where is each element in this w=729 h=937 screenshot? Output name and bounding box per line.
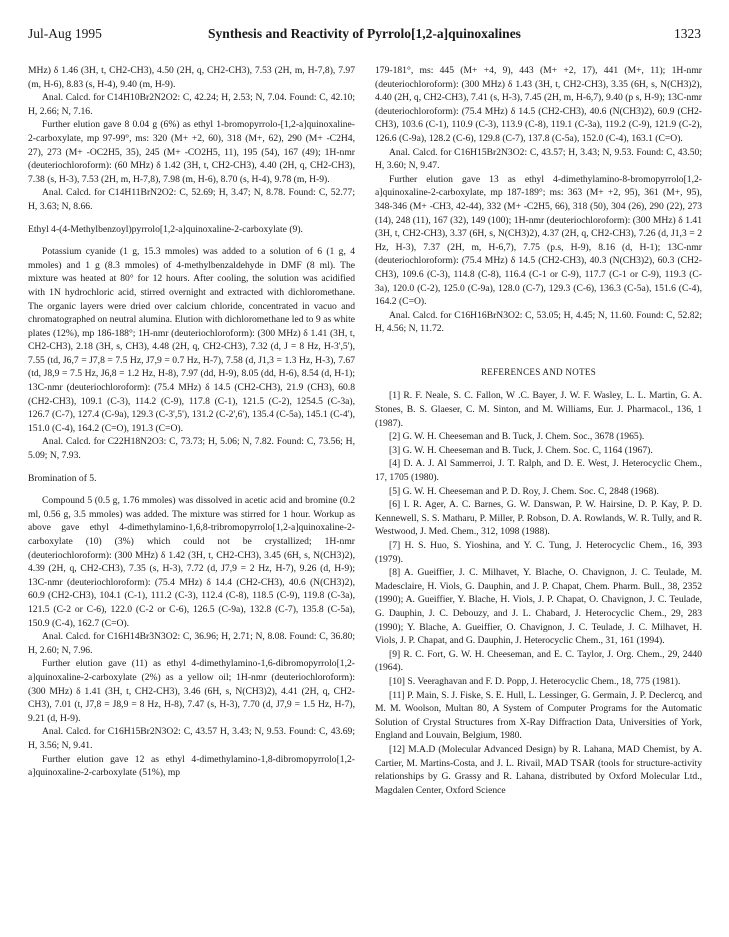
paragraph: MHz) δ 1.46 (3H, t, CH2-CH3), 4.50 (2H, q, CH2-CH3), 7.53 (2H, m, H-7,8), 7.97 (m, H-6), 8.83 (s, H-4), 9.40 (m, H-9). bbox=[28, 65, 355, 90]
reference-item: [6] I. R. Ager, A. C. Barnes, G. W. Danswan, P. W. Hairsine, D. P. Kay, P. D. Kennewell, S. S. Matharu, P. Miller, P. Robson, D. A. Rowlands, W. R. Tully, and R. Westwood, J. Med. Chem., 312, 1098 (1988). bbox=[375, 499, 702, 538]
running-title: Synthesis and Reactivity of Pyrrolo[1,2-a]quinoxalines bbox=[208, 26, 521, 41]
paragraph: Compound 5 (0.5 g, 1.76 mmoles) was dissolved in acetic acid and bromine (0.2 ml, 0.56 g, 3.5 mmoles) was added. The mixture was stirred for 1 hour. Workup as above gave ethyl 4-dimethylamino-1,6,8-tribromopyrrolo[1,2-a]quinoxaline-2-carboxylate (10) (3%) which could not be crystallized; 1H-nmr (deuteriochloroform): (300 MHz) δ 1.42 (3H, t, CH2-CH3), 3.45 (6H, s, N(CH3)2), 4.39 (2H, q, CH2-CH3), 7.35 (s, H-3), 7.72 (d, J7,9 = 2 Hz, H-7), 9.26 (d, H-9); 13C-nmr (deuteriochloroform): (75.4 MHz) δ 14.4 (CH2-CH3), 40.6 (N(CH3)2), 60.9 (CH2-CH3), 104.1 (C-1), 111.2 (C-3), 112.4 (C-8), 118.5 (C-9), 119.8 (C-3a), 121.5 (C-2 or C-6), 122.0 (C-2 or C-6), 126.5 (C-9a), 132.8 (C-7), 135.8 (C-5a), 150.9 (C-4), 162.7 (C=O). bbox=[28, 495, 355, 629]
experimental-continued bbox=[375, 64, 702, 336]
page-number: 1323 bbox=[674, 26, 701, 41]
paragraph: Potassium cyanide (1 g, 15.3 mmoles) was added to a solution of 6 (1 g, 4 mmoles) and 1 g (8.3 mmoles) of 4-methylbenzaldehyde in DMF (8 ml). The mixture was heated at 80° for 12 hours. After cooling, the solution was acidified with 1N hydrochloric acid, stirred overnight and extracted with dichloromethane. The organic layers were dried over calcium chloride, concentrated in vacuo and chromatographed on neutral alumina. Elution with dichloromethane led to 9 as white plates (12%), mp 186-188°; 1H-nmr (deuteriochloroform): (300 MHz) δ 1.41 (3H, t, CH2-CH3), 2.18 (3H, s, CH3), 4.48 (2H, q, CH2-CH3), 7.32 (d, J = 8 Hz, H-3',5'), 7.55 (td, J6,7 = J7,8 = 7.5 Hz, J7,9 = 0.7 Hz, H-7), 7.58 (d, J1,3 = 1.3 Hz, H-3), 7.67 (td, J8,9 = 7.5 Hz, J6,8 = 1.2 Hz, H-8), 7.97 (dd, H-9), 8.05 (dd, H-6), 8.54 (d, H-1); 13C-nmr (deuteriochloroform): (75.4 MHz) δ 14.5 (CH2-CH3), 21.9 (CH3), 60.8 (CH2-CH3), 109.1 (C-3), 114.2 (C-9), 117.8 (C-1), 121.5 (C-2), 1254.5 (C-3a), 126.7 (C-7), 127.4 (C-9a), 129.3 (C-3',5'), 131.2 (C-2',6'), 135.4 (C-5a), 145.1 (C-4'), 151.0 (C-4), 164.2 (C=O), 191.3 (C=O). bbox=[28, 246, 355, 434]
paragraph: Anal. Calcd. for C16H14Br3N3O2: C, 36.96; H, 2.71; N, 8.08. Found: C, 36.80; H, 2.60; N, 7.96. bbox=[28, 631, 355, 656]
reference-item: [3] G. W. H. Cheeseman and B. Tuck, J. Chem. Soc. C, 1164 (1967). bbox=[389, 444, 653, 456]
reference-item: [11] P. Main, S. J. Fiske, S. E. Hull, L. Lessinger, G. Germain, J. P. Declercq, and M. M. Woolson, Multan 80, A System of Computer Programs for the Automatic Solution of Crystal Structures from X-Ray Diffraction Data, Universities of York, England and Louvain, Belgium, 1980. bbox=[375, 689, 702, 742]
paragraph: 179-181°, ms: 445 (M+ +4, 9), 443 (M+ +2, 17), 441 (M+, 11); 1H-nmr (deuteriochloroform): (300 MHz) δ 1.43 (3H, t, CH2-CH3), 3.35 (6H, s, N(CH3)2), 4.40 (2H, q, CH2-CH3), 7.41 (s, H-3), 7.45 (2H, m, H-6,7), 9.40 (p s, H-9); 13C-nmr (deuteriochloroform): (75.4 MHz) δ 14.5 (CH2-CH3), 40.6 (N(CH3)2), 60.9 (CH2-CH3), 103.6 (C-1), 110.9 (C-3), 113.9 (C-8), 119.1 (C-3a), 119.2 (C-9), 121.9 (C-2), 126.6 (C-9a), 128.2 (C-6), 129.8 (C-7), 137.8 (C-5a), 152.0 (C-4), 163.1 (C=O). bbox=[375, 65, 702, 144]
references-heading: REFERENCES AND NOTES bbox=[480, 366, 596, 377]
paragraph: Anal. Calcd. for C14H11BrN2O2: C, 52.69; H, 3.47; N, 8.78. Found: C, 52.77; H, 3.63; N, 8.66. bbox=[28, 187, 355, 212]
paragraph: Further elution gave (11) as ethyl 4-dimethylamino-1,6-dibromopyrrolo[1,2-a]quinoxaline-2-carboxylate (2%) as a yellow oil; 1H-nmr (deuteriochloroform): (300 MHz) δ 1.41 (3H, t, CH2-CH3), 3.46 (6H, s, N(CH3)2), 4.41 (2H, q, CH2-CH3), 7.01 (t, J7,8 = J8,9 = 8 Hz, H-8), 7.47 (s, H-3), 7.70 (d, J7,9 = 1.5 Hz, H-7), 9.21 (d, H-9). bbox=[28, 658, 355, 724]
paragraph: Further elution gave 12 as ethyl 4-dimethylamino-1,8-dibromopyrrolo[1,2-a]quinoxaline-2-carboxylate (51%), mp bbox=[28, 753, 355, 779]
reference-list bbox=[375, 389, 702, 797]
right-column bbox=[375, 64, 702, 797]
section-heading: Ethyl 4-(4-Methylbenzoyl)pyrrolo[1,2-a]quinoxaline-2-carboxylate (9). bbox=[28, 223, 303, 235]
paragraph: Anal. Calcd. for C14H10Br2N2O2: C, 42.24; H, 2.53; N, 7.04. Found: C, 42.10; H, 2.66; N, 7.16. bbox=[28, 92, 355, 117]
reference-item: [5] G. W. H. Cheeseman and P. D. Roy, J. Chem. Soc. C, 2848 (1968). bbox=[389, 485, 659, 497]
journal-issue: Jul-Aug 1995 bbox=[28, 26, 102, 41]
paragraph: Anal. Calcd. for C16H16BrN3O2: C, 53.05; H, 4.45; N, 11.60. Found: C, 52.82; H, 4.56; N, 11.72. bbox=[375, 309, 702, 335]
paragraph: Further elution gave 8 0.04 g (6%) as ethyl 1-bromopyrrolo-[1,2-a]quinoxaline-2-carboxylate, mp 97-99°, ms: 320 (M+ +2, 60), 318 (M+, 62), 290 (M+ -C2H4, 27), 273 (M+ -OC2H5, 35), 245 (M+ -CO2H5, 11), 195 (54), 167 (49); 1H-nmr (deuteriochloroform): (60 MHz) δ 1.42 (3H, t, CH2-CH3), 4.40 (2H, q, CH2-CH3), 7.38 (s, H-3), 7.53 (2H, m, H-7,8), 7.98 (m, H-6), 8.70 (s, H-4), 9.78 (m, H-9). bbox=[28, 119, 355, 185]
running-header bbox=[28, 26, 701, 46]
paragraph: Anal. Calcd. for C16H15Br2N3O2: C, 43.57 H, 3.43; N, 9.53. Found: C, 43.69; H, 3.56; N, 9.41. bbox=[28, 726, 355, 751]
paragraph: Anal. Calcd. for C22H18N2O3: C, 73.73; H, 5.06; N, 7.82. Found: C, 73.56; H, 5.09; N, 7.93. bbox=[28, 436, 355, 462]
reference-item: [4] D. A. J. Al Sammerroi, J. T. Ralph, and D. E. West, J. Heterocyclic Chem., 17, 1705 (1980). bbox=[375, 458, 702, 484]
paragraph: Further elution gave 13 as ethyl 4-dimethylamino-8-bromopyrrolo[1,2-a]quinoxaline-2-carboxylate, mp 187-189°; ms: 363 (M+ +2, 95), 361 (M+, 95), 348-346 (M+ -CH3, 42-44), 332 (M+ -C2H5, 66), 318 (50), 304 (26), 290 (22), 273 (14), 248 (11), 167 (32), 149 (100); 1H-nmr (deuteriochloroform): (300 MHz) δ 1.41 (3H, t, CH2-CH3), 3.37 (6H, s, N(CH3)2), 4.37 (2H, q, CH2-CH3), 7.26 (d, J1,3 = 2 Hz, H-3), 7.37 (2H, m, H-6,7), 7.75 (p.s, H-9), 8.16 (d, H-1); 13C-nmr (deuteriochloroform): (75.4 MHz) δ 14.5 (CH2-CH3), 40.3 (N(CH3)2), 60.3 (CH2-CH3), 109.6 (C-3), 114.8 (C-8), 116.4 (C-1 or C-9), 117.7 (C-1 or C-9), 119.3 (C-3a), 120.0 (C-2), 125.0 (C-9a), 128.0 (C-7), 129.3 (C-6), 136.3 (C-5a), 151.6 (C-4), 164.2 (C=O). bbox=[375, 173, 702, 308]
section-heading: Bromination of 5. bbox=[28, 472, 97, 484]
left-column bbox=[28, 64, 355, 780]
reference-item: [8] A. Gueiffier, J. C. Milhavet, Y. Blache, O. Chavignon, J. C. Teulade, M. Madesclaire, H. Viols, G. Dauphin, and J. P. Chapat, Chem. Pharm. Bull., 38, 2352 (1990); A. Gueiffier, Y. Blache, H. Viols, J. P. Chapat, O. Chavignon, J. C. Teulade, G. Dauphin, J. C. Debouzy, and J. L. Chabard, J. Heterocyclic Chem., 29, 283 (1990); Y. Blache, A. Gueiffier, O. Chavignon, J. C. Teulade, J. C. Milhavet, H. Viols, J. P. Chapat, and G. Dauphin, J. Heterocyclic Chem., 31, 161 (1994). bbox=[375, 567, 702, 647]
reference-item: [12] M.A.D (Molecular Advanced Design) by R. Lahana, MAD Chemist, by A. Cartier, M. Martins-Costa, and J. L. Rivail, MAD TSAR (tools for structure-activity relationships by G. Grassy and R. Lahana, distributed by Oxford Molecular Ltd., Magdalen Center, Oxford Science bbox=[375, 743, 702, 796]
paragraph: Anal. Calcd. for C16H15Br2N3O2: C, 43.57; H, 3.43; N, 9.53. Found: C, 43.50; H, 3.60; N, 9.47. bbox=[375, 146, 702, 172]
reference-item: [7] H. S. Huo, S. Yioshina, and Y. C. Tung, J. Heterocyclic Chem., 16, 393 (1979). bbox=[375, 540, 702, 565]
reference-item: [2] G. W. H. Cheeseman and B. Tuck, J. Chem. Soc., 3678 (1965). bbox=[389, 431, 645, 443]
reference-item: [1] R. F. Neale, S. C. Fallon, W .C. Bayer, J. W. F. Wasley, L. L. Martin, G. A. Stones, B. S. Glaeser, C. M. Sinton, and M. Williams, Eur. J. Pharmacol., 136, 1 (1987). bbox=[375, 390, 702, 429]
reference-item: [10] S. Veeraghavan and F. D. Popp, J. Heterocyclic Chem., 18, 775 (1981). bbox=[389, 675, 681, 687]
reference-item: [9] R. C. Fort, G. W. H. Cheeseman, and E. C. Taylor, J. Org. Chem., 29, 2440 (1964). bbox=[375, 648, 702, 674]
